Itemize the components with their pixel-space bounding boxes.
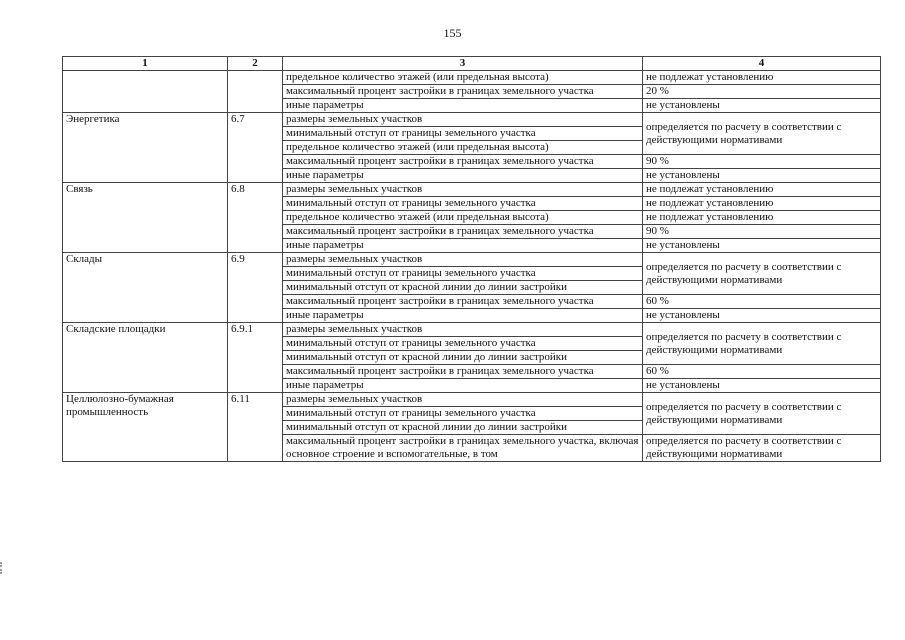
header-col-1: 1	[63, 57, 228, 71]
page-number: 155	[443, 26, 462, 40]
parameter-cell: предельное количество этажей (или предельная высота)	[283, 71, 643, 85]
table-row	[63, 183, 881, 197]
parameter-cell: максимальный процент застройки в границах земельного участка	[283, 155, 643, 169]
code-cell: 6.9	[228, 253, 283, 323]
parameter-cell: размеры земельных участков	[283, 183, 643, 197]
value-cell: не подлежат установлению	[643, 211, 881, 225]
value-cell: 20 %	[643, 85, 881, 99]
value-cell: 90 %	[643, 155, 881, 169]
table-row	[63, 323, 881, 337]
value-cell: не установлены	[643, 379, 881, 393]
use-type-cell: Энергетика	[63, 113, 228, 183]
value-cell: определяется по расчету в соответствии с действующими нормативами	[643, 323, 881, 365]
table-header-row	[63, 57, 881, 71]
value-cell: определяется по расчету в соответствии с действующими нормативами	[643, 253, 881, 295]
code-cell	[228, 71, 283, 113]
parameter-cell: иные параметры	[283, 309, 643, 323]
code-cell: 6.7	[228, 113, 283, 183]
parameter-cell: минимальный отступ от границы земельного участка	[283, 407, 643, 421]
parameter-cell: предельное количество этажей (или предельная высота)	[283, 141, 643, 155]
parameter-cell: максимальный процент застройки в границах земельного участка, включая основное строение и вспомогательные, в том	[283, 435, 643, 462]
use-type-cell	[63, 71, 228, 113]
code-cell: 6.8	[228, 183, 283, 253]
value-cell: не подлежат установлению	[643, 197, 881, 211]
table-row	[63, 393, 881, 407]
value-cell: не подлежат установлению	[643, 183, 881, 197]
parameter-cell: максимальный процент застройки в границах земельного участка	[283, 225, 643, 239]
parameter-cell: минимальный отступ от красной линии до линии застройки	[283, 351, 643, 365]
parameter-cell: размеры земельных участков	[283, 393, 643, 407]
use-type-cell: Связь	[63, 183, 228, 253]
parameter-cell: максимальный процент застройки в границах земельного участка	[283, 365, 643, 379]
parameter-cell: предельное количество этажей (или предельная высота)	[283, 211, 643, 225]
value-cell: определяется по расчету в соответствии с действующими нормативами	[643, 435, 881, 462]
use-type-cell: Склады	[63, 253, 228, 323]
parameter-cell: минимальный отступ от красной линии до линии застройки	[283, 281, 643, 295]
use-type-cell: Целлюлозно-бумажная промышленность	[63, 393, 228, 462]
parameter-cell: максимальный процент застройки в границах земельного участка	[283, 85, 643, 99]
value-cell: 90 %	[643, 225, 881, 239]
value-cell: определяется по расчету в соответствии с действующими нормативами	[643, 113, 881, 155]
parameter-cell: максимальный процент застройки в границах земельного участка	[283, 295, 643, 309]
use-type-cell: Складские площадки	[63, 323, 228, 393]
parameter-cell: минимальный отступ от красной линии до линии застройки	[283, 421, 643, 435]
value-cell: не установлены	[643, 99, 881, 113]
parameter-cell: минимальный отступ от границы земельного участка	[283, 127, 643, 141]
code-cell: 6.9.1	[228, 323, 283, 393]
regulations-table	[62, 56, 881, 462]
header-col-3: 3	[283, 57, 643, 71]
parameter-cell: иные параметры	[283, 169, 643, 183]
parameter-cell: минимальный отступ от границы земельного участка	[283, 267, 643, 281]
parameter-cell: размеры земельных участков	[283, 323, 643, 337]
value-cell: не установлены	[643, 169, 881, 183]
value-cell: 60 %	[643, 365, 881, 379]
value-cell: не установлены	[643, 239, 881, 253]
parameter-cell: иные параметры	[283, 99, 643, 113]
parameter-cell: размеры земельных участков	[283, 113, 643, 127]
table-row	[63, 71, 881, 85]
value-cell: 60 %	[643, 295, 881, 309]
value-cell: не установлены	[643, 309, 881, 323]
table-row	[63, 253, 881, 267]
header-col-2: 2	[228, 57, 283, 71]
parameter-cell: иные параметры	[283, 239, 643, 253]
table-row	[63, 113, 881, 127]
scan-edge-mark	[0, 562, 8, 574]
parameter-cell: минимальный отступ от границы земельного участка	[283, 197, 643, 211]
parameter-cell: размеры земельных участков	[283, 253, 643, 267]
parameter-cell: иные параметры	[283, 379, 643, 393]
value-cell: определяется по расчету в соответствии с действующими нормативами	[643, 393, 881, 435]
value-cell: не подлежат установлению	[643, 71, 881, 85]
header-col-4: 4	[643, 57, 881, 71]
code-cell: 6.11	[228, 393, 283, 462]
parameter-cell: минимальный отступ от границы земельного участка	[283, 337, 643, 351]
